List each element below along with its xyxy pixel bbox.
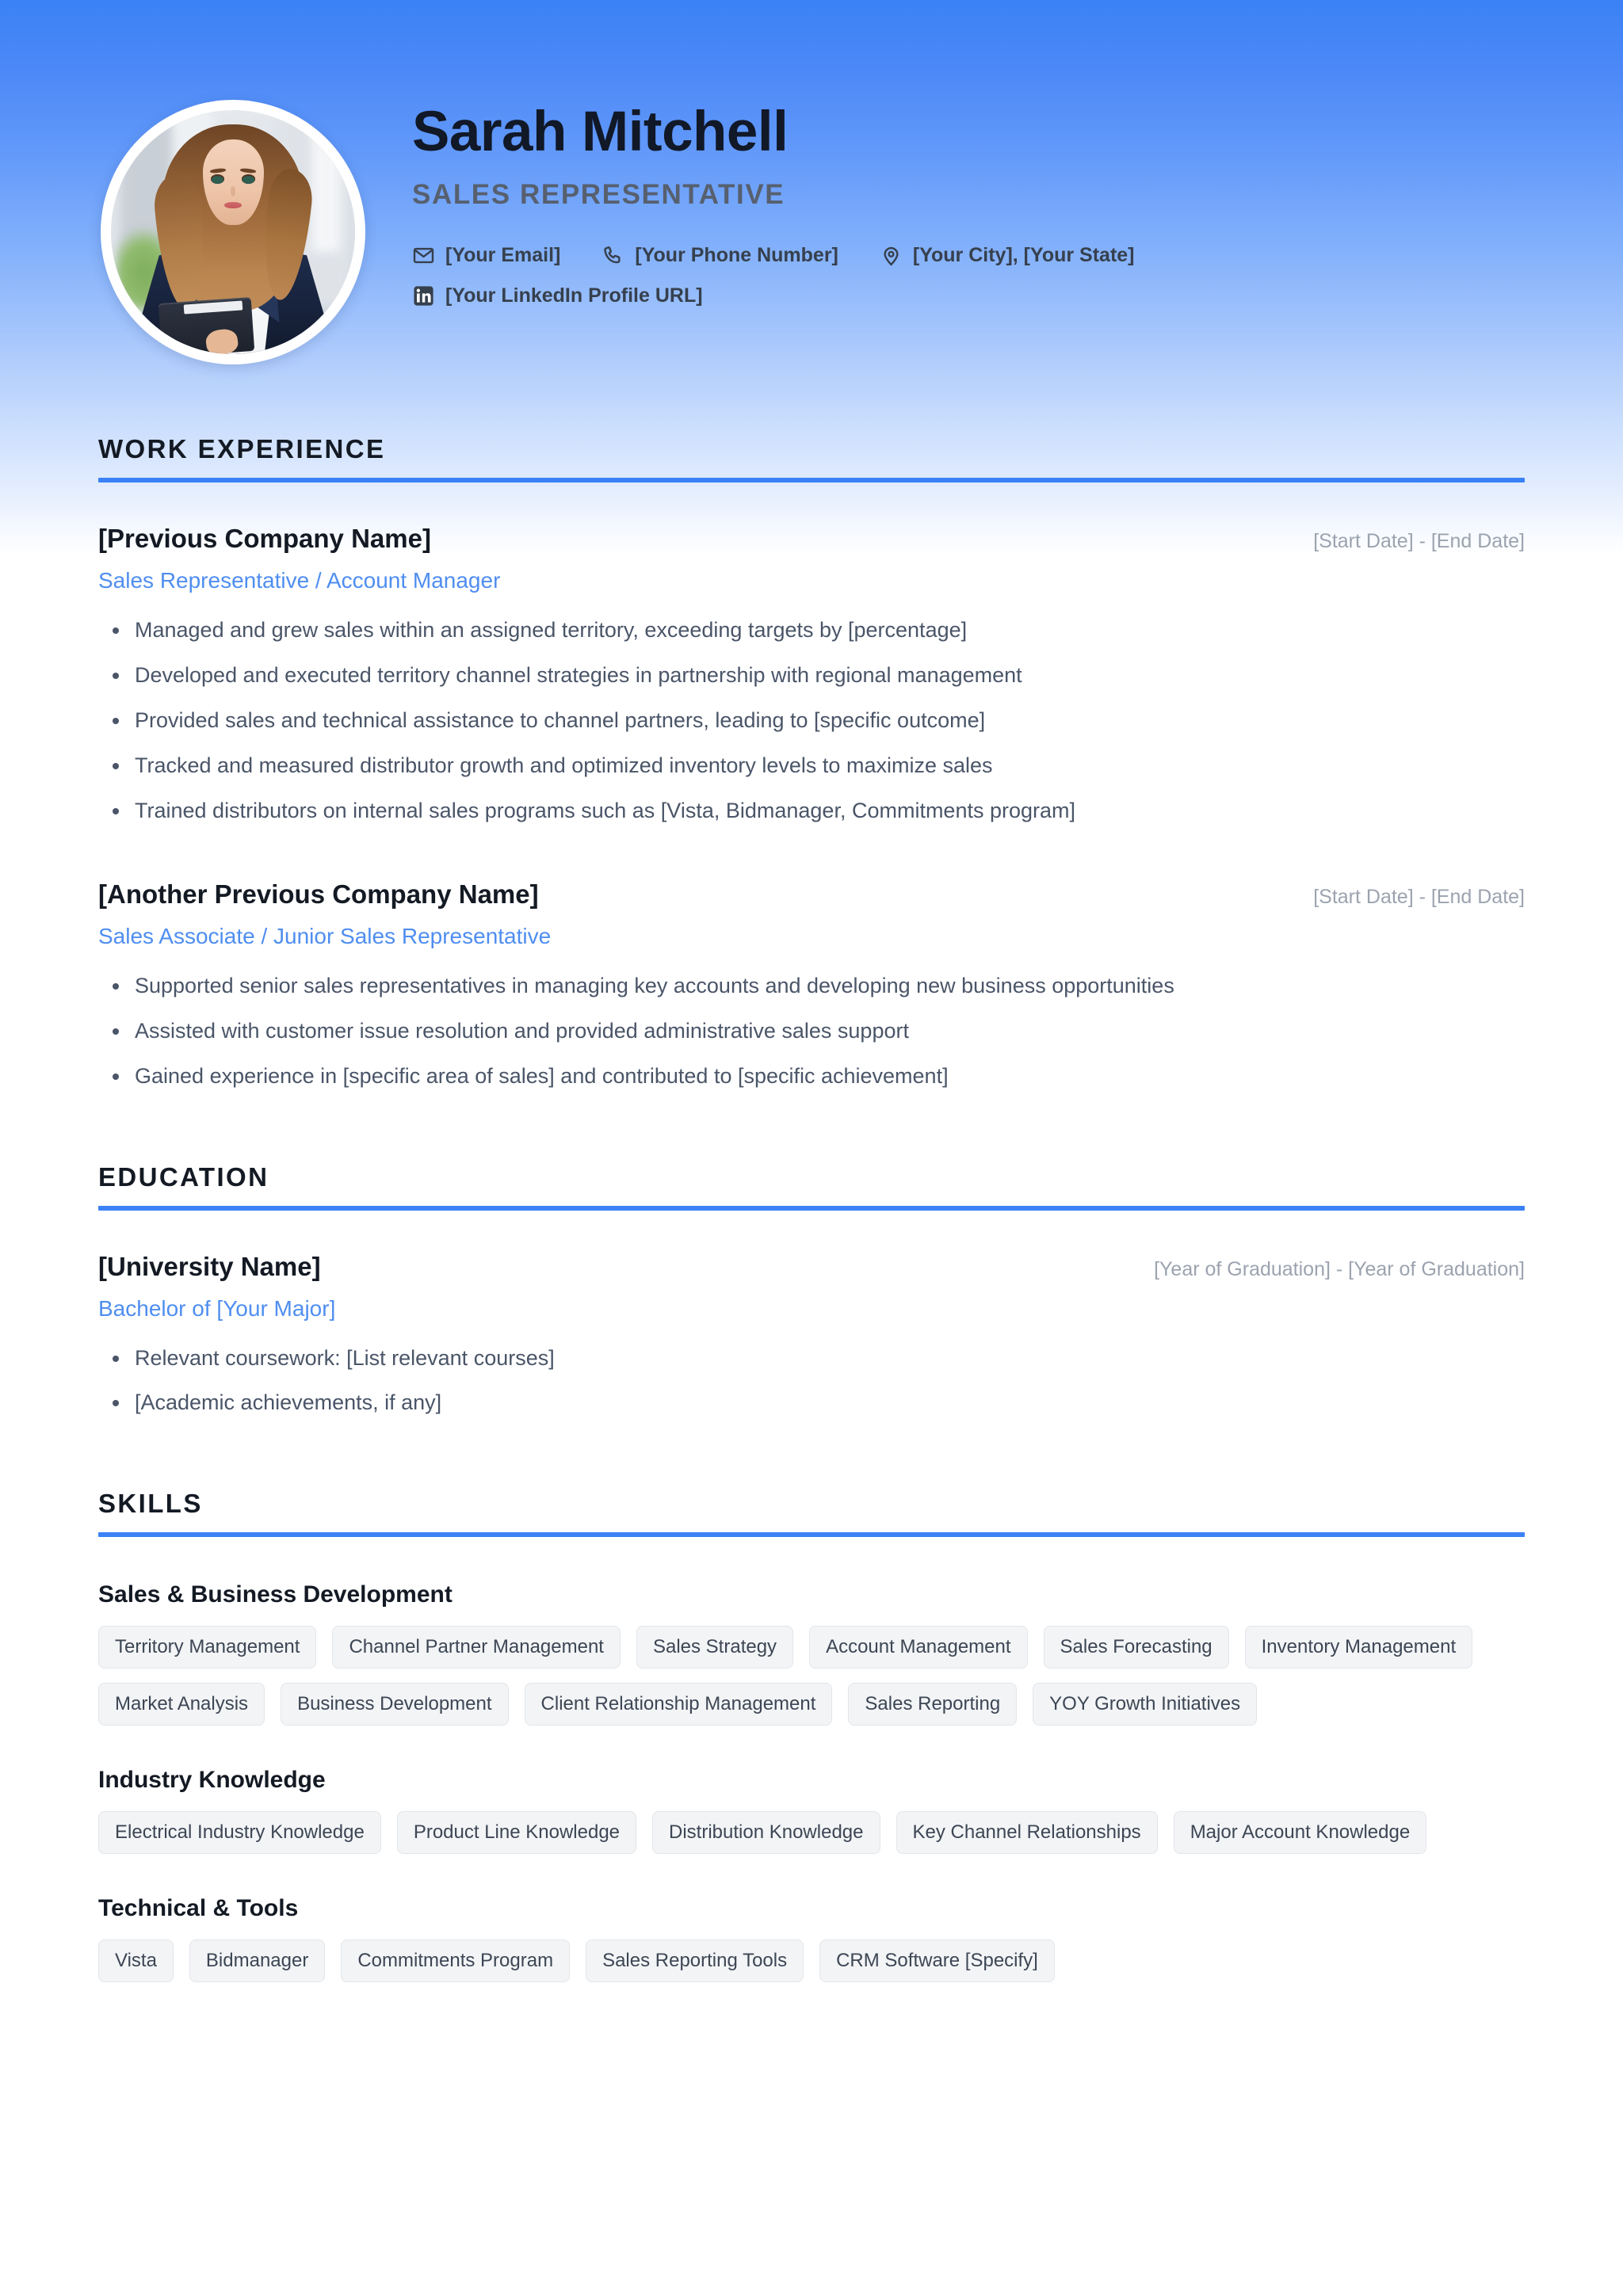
bullet-item: Gained experience in [specific area of sales] and contributed to [specific achievement] (98, 1063, 1525, 1089)
avatar-photo (111, 110, 355, 354)
work-entry-role: Sales Associate / Junior Sales Representative (98, 923, 552, 948)
email-icon (412, 244, 435, 267)
bullet-item: Supported senior sales representatives in managing key accounts and developing new business opportunities (98, 973, 1525, 999)
bullet-item: Relevant coursework: [List relevant courses] (98, 1345, 1525, 1371)
education-entry-school: [University Name] (98, 1251, 321, 1281)
skill-tag-row (98, 1939, 1525, 1982)
section-divider (98, 478, 1525, 482)
contact-phone-text: [Your Phone Number] (635, 243, 838, 266)
section-divider (98, 1206, 1525, 1211)
location-icon (880, 244, 903, 267)
education-entry (98, 1252, 1525, 1417)
work-entry (98, 879, 1525, 1089)
photo-eyebrow-right (240, 168, 256, 174)
work-entry-company: [Previous Company Name] (98, 524, 431, 553)
section-divider (98, 1532, 1525, 1537)
work-entry-header (98, 524, 1525, 554)
skill-tag[interactable]: Market Analysis (98, 1683, 265, 1726)
skill-tag[interactable]: Territory Management (98, 1626, 316, 1669)
resume-header (98, 0, 1525, 364)
contact-location-text: [Your City], [Your State] (912, 243, 1135, 266)
avatar (101, 100, 365, 364)
skill-tag[interactable]: Channel Partner Management (332, 1626, 621, 1669)
skill-tag[interactable]: CRM Software [Specify] (819, 1939, 1055, 1982)
education-entry-date: [Year of Graduation] - [Year of Graduation] (1154, 1257, 1525, 1280)
contact-email-text: [Your Email] (445, 243, 561, 266)
skill-tag[interactable]: Key Channel Relationships (896, 1811, 1158, 1854)
bullet-item: Trained distributors on internal sales programs such as [Vista, Bidmanager, Commitments program] (98, 798, 1525, 824)
skill-tag[interactable]: Account Management (809, 1626, 1027, 1669)
photo-eye-left (212, 176, 223, 184)
photo-lips (224, 202, 242, 209)
bullet-item: Developed and executed territory channel strategies in partnership with regional management (98, 662, 1525, 688)
skill-group-sales-business-development (98, 1581, 1525, 1726)
skill-group-title: Industry Knowledge (98, 1767, 326, 1794)
bullet-item: Tracked and measured distributor growth and optimized inventory levels to maximize sales (98, 753, 1525, 779)
bullet-item: Provided sales and technical assistance to channel partners, leading to [specific outcome] (98, 707, 1525, 734)
skill-tag[interactable]: Sales Reporting Tools (586, 1939, 804, 1982)
work-entry-date: [Start Date] - [End Date] (1313, 885, 1525, 908)
work-entry-bullets (98, 973, 1525, 1089)
skill-group-industry-knowledge (98, 1767, 1525, 1854)
skill-tag[interactable]: Electrical Industry Knowledge (98, 1811, 381, 1854)
section-title-work-experience: WORK EXPERIENCE (98, 434, 386, 463)
skill-group-title: Technical & Tools (98, 1895, 299, 1922)
skill-tag[interactable]: Client Relationship Management (525, 1683, 833, 1726)
contact-row (412, 244, 1525, 267)
photo-eye-right (242, 176, 254, 184)
work-entry-date: [Start Date] - [End Date] (1313, 530, 1525, 552)
candidate-name: Sarah Mitchell (412, 101, 789, 163)
skill-group-technical-tools (98, 1895, 1525, 1982)
section-title-skills: SKILLS (98, 1489, 203, 1519)
photo-nose (231, 186, 235, 196)
skill-tag[interactable]: Sales Reporting (848, 1683, 1017, 1726)
skill-group-title: Sales & Business Development (98, 1581, 453, 1608)
contact-row (412, 284, 1525, 307)
skill-tag[interactable]: Sales Strategy (636, 1626, 793, 1669)
section-work-experience (98, 434, 1525, 1089)
contact-item-linkedin[interactable] (412, 284, 703, 307)
skill-tag[interactable]: Inventory Management (1245, 1626, 1472, 1669)
skill-tag[interactable]: Sales Forecasting (1044, 1626, 1229, 1669)
education-entry-degree: Bachelor of [Your Major] (98, 1295, 336, 1321)
work-entry-header (98, 879, 1525, 910)
skill-tag[interactable]: Product Line Knowledge (397, 1811, 636, 1854)
bullet-item: Assisted with customer issue resolution and provided administrative sales support (98, 1018, 1525, 1044)
contact-item-location[interactable] (880, 244, 1135, 267)
contact-info (412, 244, 1525, 307)
identity-block (412, 82, 1525, 325)
bullet-item: [Academic achievements, if any] (98, 1390, 1525, 1416)
contact-item-email[interactable] (412, 244, 560, 267)
education-entry-bullets (98, 1345, 1525, 1417)
skill-tag[interactable]: Business Development (281, 1683, 508, 1726)
skill-tag-row (98, 1811, 1525, 1854)
section-education (98, 1162, 1525, 1417)
work-entry-company: [Another Previous Company Name] (98, 879, 539, 909)
skill-tag[interactable]: Vista (98, 1939, 174, 1982)
phone-icon (601, 244, 624, 267)
contact-item-phone[interactable] (601, 244, 838, 267)
photo-background-panel (311, 130, 341, 252)
candidate-job-title: SALES REPRESENTATIVE (412, 178, 785, 210)
avatar-container (98, 82, 368, 364)
contact-linkedin-text: [Your LinkedIn Profile URL] (445, 284, 703, 307)
section-title-education: EDUCATION (98, 1161, 269, 1192)
work-entry-role: Sales Representative / Account Manager (98, 568, 501, 593)
linkedin-icon (412, 284, 435, 307)
skill-tag[interactable]: YOY Growth Initiatives (1033, 1683, 1257, 1726)
work-entry (98, 524, 1525, 824)
education-entry-header (98, 1252, 1525, 1282)
skill-tag[interactable]: Bidmanager (189, 1939, 325, 1982)
section-skills (98, 1489, 1525, 1982)
skill-tag[interactable]: Distribution Knowledge (652, 1811, 880, 1854)
bullet-item: Managed and grew sales within an assigned territory, exceeding targets by [percentage] (98, 617, 1525, 643)
page-bottom-spacer (98, 1982, 1525, 2196)
photo-eyebrow-left (210, 168, 226, 174)
skill-tag[interactable]: Commitments Program (341, 1939, 570, 1982)
work-entry-bullets (98, 617, 1525, 824)
skill-tag-row (98, 1626, 1525, 1726)
skill-tag[interactable]: Major Account Knowledge (1174, 1811, 1427, 1854)
